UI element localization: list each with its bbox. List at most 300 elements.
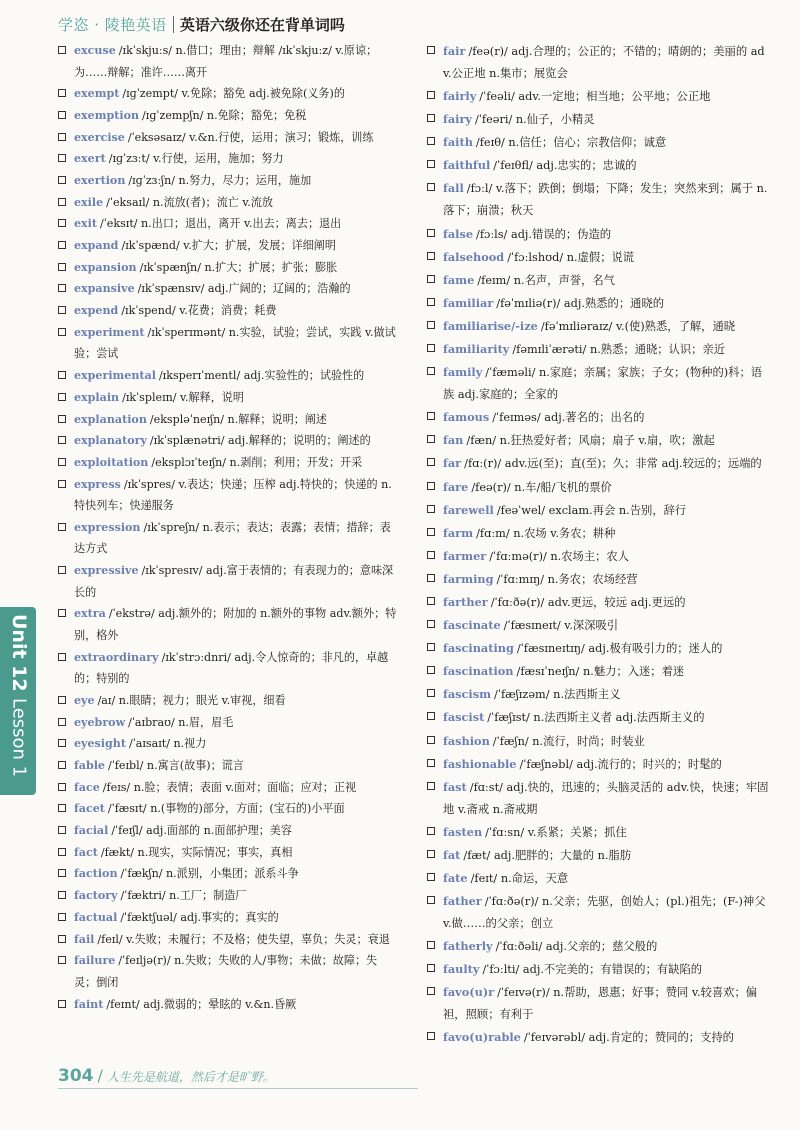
vocab-entry <box>427 776 773 821</box>
vocab-entry <box>427 958 773 981</box>
headword: fare <box>443 479 469 494</box>
vocab-entry <box>427 660 773 683</box>
vocab-entry <box>58 300 398 322</box>
footer-rule <box>58 1088 418 1089</box>
definition: /ˈfɑːðə(r)/ n.父亲；先驱，创始人；(pl.)祖先；(F-)神父 v.做……的父亲；创立 <box>443 895 766 931</box>
definition: /ɪkˈskjuːs/ n.借口；理由；辩解 /ɪkˈskjuːz/ v.原谅；为……辩解；准许……离开 <box>74 44 378 79</box>
definition: /fəmɪliˈærəti/ n.熟悉；通晓；认识；亲近 <box>512 343 726 357</box>
footer-slash: / <box>97 1066 103 1085</box>
checkbox-icon[interactable] <box>58 480 66 488</box>
vocab-entry <box>58 105 398 127</box>
checkbox-icon[interactable] <box>427 759 435 767</box>
headword: familiarise/-ize <box>443 318 538 333</box>
checkbox-icon[interactable] <box>427 46 435 54</box>
vocab-entry <box>58 994 398 1016</box>
unit-label: Unit 12 <box>8 614 30 692</box>
vocab-entry <box>58 83 398 105</box>
headword: factory <box>74 889 118 903</box>
vocab-entry <box>427 935 773 958</box>
checkbox-icon[interactable] <box>58 891 66 899</box>
checkbox-icon[interactable] <box>427 1032 435 1040</box>
vocab-entry <box>427 40 773 85</box>
checkbox-icon[interactable] <box>427 597 435 605</box>
definition: /ˈfeɪʃl/ adj.面部的 n.面部护理；美容 <box>111 824 292 838</box>
definition: /ɪkˈspresɪv/ adj.富于表情的；有表现力的；意味深长的 <box>74 564 394 599</box>
definition: /ɪkˈsplænətri/ adj.解释的；说明的；阐述的 <box>149 434 371 448</box>
headword: experimental <box>74 369 156 383</box>
headword: explain <box>74 390 120 404</box>
checkbox-icon[interactable] <box>427 528 435 536</box>
checkbox-icon[interactable] <box>427 782 435 790</box>
headword: express <box>74 477 121 491</box>
headword: exempt <box>74 87 120 101</box>
definition: /ˈekstrə/ adj.额外的；附加的 n.额外的事物 adv.额外；特别，格外 <box>74 607 397 642</box>
headword: expansive <box>74 282 135 296</box>
definition: /ˈfeəli/ adv.一定地；相当地；公平地；公正地 <box>479 90 711 104</box>
headword: factual <box>74 910 118 924</box>
definition: /feɪθ/ n.信任；信心；宗教信仰；诚意 <box>475 136 667 150</box>
vocab-entry <box>58 647 398 690</box>
vocab-entry <box>58 474 398 517</box>
vocab-entry <box>58 712 398 734</box>
checkbox-icon[interactable] <box>58 956 66 964</box>
headword: fall <box>443 181 464 196</box>
headword: expansion <box>74 260 137 274</box>
checkbox-icon[interactable] <box>58 219 66 227</box>
headword: faulty <box>443 962 480 977</box>
headword: fame <box>443 272 475 287</box>
definition: /ˈfɑːsn/ v.系紧；关紧；抓住 <box>485 825 627 839</box>
checkbox-icon[interactable] <box>427 873 435 881</box>
headword: exit <box>74 217 98 231</box>
definition: /ɪkˈspænʃn/ n.扩大；扩展；扩张；膨胀 <box>139 260 338 274</box>
headword: faithful <box>443 158 491 173</box>
checkbox-icon[interactable] <box>58 718 66 726</box>
definition: /ˈfɑːðə(r)/ adv.更远，较远 adj.更远的 <box>490 595 686 609</box>
definition: /ɪɡˈzempʃn/ n.免除；豁免；免税 <box>142 108 307 122</box>
checkbox-icon[interactable] <box>427 321 435 329</box>
headword: expand <box>74 239 119 253</box>
vocab-entry <box>58 560 398 603</box>
checkbox-icon[interactable] <box>58 263 66 271</box>
definition: /ˈfæsɪneɪt/ v.深深吸引 <box>503 619 619 633</box>
vocab-entry <box>58 365 398 387</box>
definition: /feɪl/ v.失败；未履行；不及格；使失望，辜负；失灵；衰退 <box>97 932 390 946</box>
vocab-entry <box>58 517 398 560</box>
headword: fasten <box>443 824 483 839</box>
headword: eyebrow <box>74 715 126 729</box>
headword: familiarity <box>443 342 510 357</box>
definition: /ˈfeɪbl/ n.寓言(故事)；谎言 <box>108 759 244 773</box>
vocab-entry <box>427 1026 773 1049</box>
vocab-entry <box>58 430 398 452</box>
headword: fact <box>74 845 98 859</box>
definition: /ˈfeɪvərəbl/ adj.肯定的；赞同的；支持的 <box>523 1031 734 1045</box>
vocab-entry <box>58 235 398 257</box>
checkbox-icon[interactable] <box>58 241 66 249</box>
page-header <box>58 12 345 36</box>
headword: fascinating <box>443 641 514 656</box>
definition: /ˈfɑːðəli/ adj.父亲的；慈父般的 <box>495 940 658 954</box>
checkbox-icon[interactable] <box>58 198 66 206</box>
vocab-entry <box>427 522 773 545</box>
headword: eyesight <box>74 737 126 751</box>
definition: /ˈfeɪljə(r)/ n.失败；失败的人/事物；未做；故障；失灵；倒闭 <box>74 954 378 989</box>
checkbox-icon[interactable] <box>58 804 66 812</box>
checkbox-icon[interactable] <box>427 482 435 490</box>
definition: /ˈfeɪməs/ adj.著名的；出名的 <box>492 411 645 425</box>
definition: /ɪkˈspres/ v.表达；快递；压榨 adj.特快的；快递的 n.特快列车；快递服务 <box>74 477 392 513</box>
headword: explanation <box>74 412 147 426</box>
checkbox-icon[interactable] <box>58 371 66 379</box>
checkbox-icon[interactable] <box>427 298 435 306</box>
checkbox-icon[interactable] <box>427 941 435 949</box>
headword: fail <box>74 932 95 946</box>
headword: expressive <box>74 564 139 578</box>
definition: /ɪkˈspænsɪv/ adj.广阔的；辽阔的；浩瀚的 <box>137 282 351 296</box>
vocab-entry <box>58 278 398 300</box>
headword: fate <box>443 871 468 885</box>
vocab-entry <box>427 292 773 315</box>
checkbox-icon[interactable] <box>58 739 66 747</box>
vocab-entry <box>427 890 773 935</box>
headword: expend <box>74 304 119 318</box>
definition: /ekspləˈneɪʃn/ n.解释；说明；阐述 <box>149 412 327 426</box>
vocab-entry <box>58 452 398 474</box>
headword: far <box>443 456 462 471</box>
definition: /ɪksperɪˈmentl/ adj.实验性的；试验性的 <box>158 369 365 383</box>
checkbox-icon[interactable] <box>427 736 435 744</box>
definition: /fækt/ n.现实，实际情况；事实，真相 <box>100 845 293 859</box>
headword: failure <box>74 954 116 968</box>
definition: /ˈfæsɪt/ n.(事物的)部分，方面；(宝石的)小平面 <box>107 802 345 816</box>
definition: /ˈfɑːmɪŋ/ n.务农；农场经营 <box>496 572 638 586</box>
checkbox-icon[interactable] <box>58 46 66 54</box>
vocab-entry <box>58 885 398 907</box>
definition: /ˈaɪbraʊ/ n.眉，眉毛 <box>128 715 234 729</box>
checkbox-icon[interactable] <box>427 344 435 352</box>
headword: fashion <box>443 733 490 748</box>
checkbox-icon[interactable] <box>427 137 435 145</box>
definition: /ɪɡˈzɜːʃn/ n.努力，尽力；运用，施加 <box>128 174 312 188</box>
vocab-entry <box>58 820 398 842</box>
checkbox-icon[interactable] <box>58 154 66 162</box>
checkbox-icon[interactable] <box>58 458 66 466</box>
definition: /feɪt/ n.命运，天意 <box>470 872 569 885</box>
headword: exploitation <box>74 455 149 469</box>
checkbox-icon[interactable] <box>427 666 435 674</box>
checkbox-icon[interactable] <box>58 415 66 423</box>
definition: /fɔːls/ adj.错误的；伪造的 <box>476 227 612 241</box>
definition: /ˈaɪsaɪt/ n.视力 <box>128 737 207 751</box>
definition: /fəˈmɪliəraɪz/ v.(使)熟悉，了解，通晓 <box>540 319 736 333</box>
vocab-entry <box>427 545 773 568</box>
checkbox-icon[interactable] <box>58 826 66 834</box>
vocab-entry <box>427 981 773 1026</box>
checkbox-icon[interactable] <box>58 306 66 314</box>
vocab-entry <box>58 690 398 712</box>
vocab-entry <box>427 844 773 867</box>
checkbox-icon[interactable] <box>427 987 435 995</box>
checkbox-icon[interactable] <box>427 229 435 237</box>
checkbox-icon[interactable] <box>58 913 66 921</box>
vocab-entry <box>58 322 398 365</box>
checkbox-icon[interactable] <box>58 1000 66 1008</box>
headword: facial <box>74 824 109 838</box>
checkbox-icon[interactable] <box>58 653 66 661</box>
headword: fascist <box>443 710 485 725</box>
headword: farmer <box>443 548 487 563</box>
vocab-entry <box>427 406 773 429</box>
checkbox-icon[interactable] <box>427 160 435 168</box>
definition: /ˈeksɪt/ n.出口；退出，离开 v.出去；离去；退出 <box>100 217 342 231</box>
checkbox-icon[interactable] <box>58 566 66 574</box>
headword: faith <box>443 135 473 150</box>
checkbox-icon[interactable] <box>58 393 66 401</box>
headword: farm <box>443 525 474 540</box>
vocab-entry <box>427 246 773 269</box>
vocab-entry <box>58 950 398 993</box>
definition: /fæsɪˈneɪʃn/ n.魅力；入迷；着迷 <box>516 665 685 679</box>
headword: fascination <box>443 664 514 679</box>
headword: facet <box>74 802 105 816</box>
checkbox-icon[interactable] <box>58 328 66 336</box>
vocab-entry <box>58 192 398 214</box>
checkbox-icon[interactable] <box>58 761 66 769</box>
unit-tab-label <box>6 614 32 794</box>
vocab-entry <box>427 637 773 660</box>
definition: /feɪs/ n.脸；表情；表面 v.面对；面临；应对；正视 <box>102 780 357 794</box>
vocab-entry <box>427 85 773 108</box>
headword: falsehood <box>443 249 505 264</box>
checkbox-icon[interactable] <box>427 643 435 651</box>
checkbox-icon[interactable] <box>58 609 66 617</box>
vocab-entry <box>427 315 773 338</box>
definition: /feə(r)/ n.车/船/飞机的票价 <box>471 480 612 494</box>
checkbox-icon[interactable] <box>427 551 435 559</box>
headword: fatherly <box>443 939 493 954</box>
checkbox-icon[interactable] <box>427 275 435 283</box>
definition: /ɪkˈspend/ v.花费；消费；耗费 <box>121 304 277 318</box>
headword: farther <box>443 594 488 609</box>
vocab-entry <box>427 753 773 776</box>
checkbox-icon[interactable] <box>58 133 66 141</box>
definition: /ˈfæʃnəbl/ adj.流行的；时兴的；时髦的 <box>519 757 722 771</box>
checkbox-icon[interactable] <box>427 458 435 466</box>
checkbox-icon[interactable] <box>427 574 435 582</box>
headword: fat <box>443 847 461 862</box>
book-title: 英语六级你还在背单词吗 <box>179 15 345 34</box>
checkbox-icon[interactable] <box>58 935 66 943</box>
headword: explanatory <box>74 434 147 448</box>
page-footer <box>58 1066 275 1086</box>
headword: exertion <box>74 174 126 188</box>
vocab-entry <box>427 429 773 452</box>
definition: /ˈeksaɪl/ n.流放(者)；流亡 v.流放 <box>106 195 273 209</box>
headword: familiar <box>443 295 494 310</box>
definition: /ˈfæsɪneɪtɪŋ/ adj.极有吸引力的；迷人的 <box>516 642 723 656</box>
vocab-entry <box>427 361 773 406</box>
vocab-entry <box>58 387 398 409</box>
checkbox-icon[interactable] <box>58 176 66 184</box>
checkbox-icon[interactable] <box>427 435 435 443</box>
definition: /feɪm/ n.名声，声誉，名气 <box>477 273 615 287</box>
definition: /ˈfækʃn/ n.派别，小集团；派系斗争 <box>120 867 299 881</box>
page-number: 304 <box>58 1066 94 1086</box>
definition: /ˈfæʃn/ n.流行，时尚；时装业 <box>492 734 645 748</box>
checkbox-icon[interactable] <box>427 412 435 420</box>
definition: /ɪkˈspleɪn/ v.解释，说明 <box>122 390 244 404</box>
definition: /ˈfeɪθfl/ adj.忠实的；忠诚的 <box>493 159 637 173</box>
definition: /ˈfæktri/ n.工厂；制造厂 <box>120 889 247 903</box>
definition: /ˈfæʃɪst/ n.法西斯主义者 adj.法西斯主义的 <box>487 711 705 725</box>
vocab-entry <box>427 269 773 292</box>
vocab-entry <box>58 170 398 192</box>
headword: expression <box>74 520 141 534</box>
vocab-entry <box>427 683 773 706</box>
checkbox-icon[interactable] <box>58 696 66 704</box>
headword: exercise <box>74 130 125 144</box>
vocab-entry <box>427 131 773 154</box>
headword: excuse <box>74 44 116 57</box>
headword: farming <box>443 571 494 586</box>
vocab-entry <box>58 40 398 83</box>
vocab-entry <box>427 706 773 729</box>
headword: experiment <box>74 325 145 339</box>
definition: /aɪ/ n.眼睛；视力；眼光 v.审视，细看 <box>97 693 286 707</box>
definition: /fɔːl/ v.落下；跌倒；倒塌；下降；发生；突然来到；属于 n.落下；崩溃；秋天 <box>443 182 768 218</box>
definition: /feəˈwel/ exclam.再会 n.告别，辞行 <box>496 503 687 517</box>
definition: /ɪkˈspænd/ v.扩大；扩展，发展；详细阐明 <box>121 239 336 253</box>
headword: father <box>443 894 482 909</box>
definition: /ˈfɑːmə(r)/ n.农场主；农人 <box>489 549 630 563</box>
checkbox-icon[interactable] <box>427 620 435 628</box>
vocab-entry <box>58 929 398 951</box>
definition: /ˈfɔːlti/ adj.不完美的；有错误的；有缺陷的 <box>482 963 703 977</box>
headword: exile <box>74 195 104 209</box>
vocab-entry <box>58 213 398 235</box>
checkbox-icon[interactable] <box>58 284 66 292</box>
headword: exemption <box>74 108 140 122</box>
definition: /ˈfæməli/ n.家庭；亲属；家族；子女；(物种的)科；语族 adj.家庭的；全家的 <box>443 366 763 402</box>
vocab-entry <box>58 603 398 646</box>
checkbox-icon[interactable] <box>58 89 66 97</box>
definition: /ˈfeɪvə(r)/ n.帮助，恩惠；好事；赞同 v.较喜欢；偏袒，照顾；有利于 <box>443 986 758 1022</box>
definition: /fəˈmɪliə(r)/ adj.熟悉的；通晓的 <box>496 296 665 310</box>
headword: exert <box>74 152 106 166</box>
definition: /ɪkˈspreʃn/ n.表示；表达；表露；表情；措辞；表达方式 <box>74 520 391 556</box>
checkbox-icon[interactable] <box>58 848 66 856</box>
checkbox-icon[interactable] <box>427 91 435 99</box>
header-divider <box>173 16 174 33</box>
checkbox-icon[interactable] <box>427 252 435 260</box>
checkbox-icon[interactable] <box>58 869 66 877</box>
definition: /eksplɔɪˈteɪʃn/ n.剥削；利用；开发；开采 <box>151 455 363 469</box>
vocab-entry <box>58 863 398 885</box>
vocab-entry <box>427 499 773 522</box>
headword: family <box>443 365 483 380</box>
vocab-entry <box>58 148 398 170</box>
vocab-entry <box>58 409 398 431</box>
definition: /fɑːm/ n.农场 v.务农；耕种 <box>476 526 616 540</box>
checkbox-icon[interactable] <box>427 712 435 720</box>
vocab-entry <box>427 476 773 499</box>
footer-motto: 人生先是航道，然后才是旷野。 <box>106 1070 275 1084</box>
definition: /ɪɡˈzempt/ v.免除；豁免 adj.被免除(义务)的 <box>122 87 345 101</box>
headword: fan <box>443 433 464 448</box>
left-column <box>58 40 398 1015</box>
definition: /feɪnt/ adj.微弱的；晕眩的 v.&n.昏厥 <box>106 997 297 1011</box>
vocab-entry <box>58 257 398 279</box>
vocab-entry <box>427 452 773 475</box>
checkbox-icon[interactable] <box>58 783 66 791</box>
headword: favo(u)r <box>443 985 495 1000</box>
checkbox-icon[interactable] <box>427 827 435 835</box>
headword: faction <box>74 867 118 881</box>
definition: /ˈfæʃɪzəm/ n.法西斯主义 <box>494 688 621 702</box>
checkbox-icon[interactable] <box>427 183 435 191</box>
headword: face <box>74 780 100 794</box>
headword: extraordinary <box>74 650 159 664</box>
brand-name: 学恣 · 陵艳英语 <box>58 15 167 34</box>
checkbox-icon[interactable] <box>427 689 435 697</box>
headword: fast <box>443 779 467 794</box>
checkbox-icon[interactable] <box>58 436 66 444</box>
vocab-entry <box>58 777 398 799</box>
headword: fairy <box>443 112 472 127</box>
checkbox-icon[interactable] <box>58 111 66 119</box>
lesson-label: Lesson 1 <box>8 697 30 777</box>
checkbox-icon[interactable] <box>427 114 435 122</box>
checkbox-icon[interactable] <box>427 896 435 904</box>
vocab-entry <box>58 842 398 864</box>
definition: /ˈeksəsaɪz/ v.&n.行使，运用；演习；锻炼，训练 <box>127 130 374 144</box>
headword: fable <box>74 759 105 773</box>
vocab-entry <box>58 755 398 777</box>
headword: fairly <box>443 89 477 104</box>
vocab-entry <box>427 568 773 591</box>
headword: fascinate <box>443 618 501 633</box>
definition: /fæn/ n.狂热爱好者；风扇；扇子 v.扇，吹；激起 <box>466 434 715 448</box>
headword: famous <box>443 410 490 425</box>
checkbox-icon[interactable] <box>427 505 435 513</box>
vocab-entry <box>427 154 773 177</box>
headword: fascism <box>443 687 492 702</box>
vocab-entry <box>427 177 773 222</box>
definition: /ˈfɔːlshʊd/ n.虚假；说谎 <box>507 250 635 264</box>
vocab-entry <box>58 907 398 929</box>
checkbox-icon[interactable] <box>427 850 435 858</box>
definition: /fɑːst/ adj.快的，迅速的；头脑灵活的 adv.快，快速；牢固地 v.斋戒 n.斋戒期 <box>443 780 769 816</box>
vocab-entry <box>58 127 398 149</box>
headword: fashionable <box>443 756 517 771</box>
vocab-entry <box>427 223 773 246</box>
right-column <box>427 40 773 1049</box>
definition: /ˈfæktʃuəl/ adj.事实的；真实的 <box>120 910 279 924</box>
vocab-entry <box>427 591 773 614</box>
vocab-entry <box>58 798 398 820</box>
vocab-entry <box>427 867 773 890</box>
vocab-entry <box>427 614 773 637</box>
headword: faint <box>74 997 104 1011</box>
headword: eye <box>74 693 95 707</box>
headword: fair <box>443 44 466 58</box>
vocab-entry <box>427 108 773 131</box>
checkbox-icon[interactable] <box>427 964 435 972</box>
checkbox-icon[interactable] <box>427 367 435 375</box>
definition: /fɑː(r)/ adv.远(至)；直(至)；久；非常 adj.较远的；远端的 <box>464 457 762 471</box>
checkbox-icon[interactable] <box>58 523 66 531</box>
